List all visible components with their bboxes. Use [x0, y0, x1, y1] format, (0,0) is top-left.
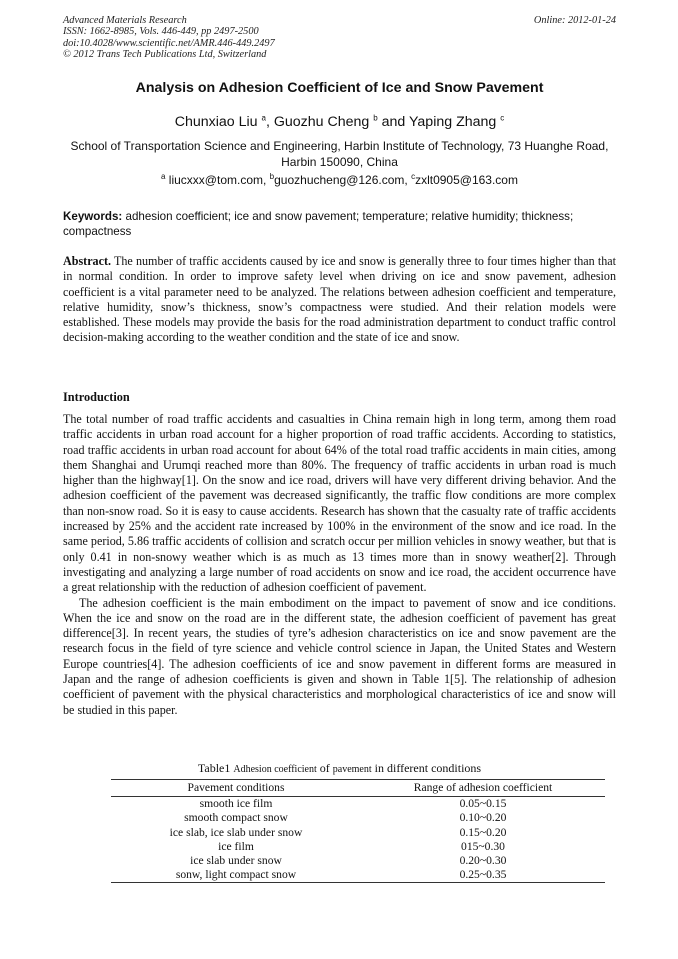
author-2: , Guozhu Cheng [265, 114, 370, 130]
table-cell: 0.15~0.20 [459, 825, 507, 839]
table-caption [63, 761, 616, 776]
caption-label: Table1 [197, 761, 234, 775]
caption-part: in different conditions [371, 761, 482, 775]
email-c: zxlt0905@163.com [415, 173, 518, 187]
table-header-row [111, 780, 605, 797]
table-row [111, 854, 605, 868]
caption-part: of [316, 761, 333, 775]
affiliation: School of Transportation Science and Engineering, Harbin Institute of Technology, 73 Huanghe Road, Harbin 150090, China [70, 139, 609, 169]
email-b-mark: b [269, 172, 275, 181]
author-3-mark: c [500, 113, 505, 123]
intro-paragraph-1: The total number of road traffic accidents and casualties in China remain high in long term, among them road traffic accidents in urban road account for a higher proportion of road traffic accidents. According to statistics, road traffic accidents in urban road account for about 64% of the total road traffic accidents in main cities, among them Shanghai and Urumqi reached more than 80%. The frequency of traffic accidents in urban road is much higher than the highway[1]. On the snow and ice road, drivers will have very different driving behavior. And the adhesion coefficient of the pavement was decreased significantly, the traffic flow conditions are more complex than non-snow road. So it is easy to cause accidents. Research has shown that the casualty rate of traffic accidents increased by 25% and the accident rate increased by 100% in the environment of the snow and ice road. In the same period, 5.86 traffic accidents of collision and scratch occur per million vehicles in snowy weather, but that is only 0.41 in non-snowy weather which is as much as 13 times more than in snowy weather[2]. Through investigating and analyzing a large number of road accidents on snow and ice road, the accident occurrence have a great relationship with the reduction of adhesion coefficient of pavement. [63, 412, 616, 595]
table-cell: 0.05~0.15 [459, 797, 507, 811]
column-header: Range of adhesion coefficient [413, 781, 553, 794]
adhesion-table [111, 779, 605, 883]
table-row [111, 811, 605, 825]
email-b: guozhucheng@126.com, [274, 173, 412, 187]
issn-line: ISSN: 1662-8985, Vols. 446-449, pp 2497-2500 [63, 26, 259, 38]
table-row [111, 868, 605, 883]
doi-line: doi:10.4028/www.scientific.net/AMR.446-449.2497 [63, 37, 275, 49]
table-row [111, 826, 605, 840]
journal-name: Advanced Materials Research [63, 15, 187, 26]
table-cell: ice slab, ice slab under snow [169, 825, 303, 839]
author-list [63, 114, 616, 130]
email-a: liucxxx@tom.com, [165, 173, 270, 187]
copyright-line: © 2012 Trans Tech Publications Ltd, Switzerland [63, 48, 267, 60]
email-c-mark: c [411, 172, 416, 181]
table-cell: 0.25~0.35 [459, 868, 507, 882]
table-cell: sonw, light compact snow [175, 868, 297, 882]
table-row [111, 797, 605, 812]
table-cell: 0.10~0.20 [459, 811, 507, 825]
author-1-mark: a [261, 113, 266, 123]
online-date: Online: 2012-01-24 [533, 15, 616, 26]
table-cell: ice film [218, 839, 254, 853]
caption-part: pavement [332, 764, 372, 775]
table-cell: ice slab under snow [190, 854, 282, 868]
table-cell: smooth ice film [199, 797, 273, 811]
keywords [63, 210, 616, 239]
introduction-heading: Introduction [63, 390, 130, 404]
column-header: Pavement conditions [187, 781, 285, 794]
table-cell: 0.20~0.30 [459, 854, 507, 868]
keywords-label: Keywords: [63, 210, 123, 223]
email-list [63, 173, 616, 187]
intro-paragraph-2: The adhesion coefficient is the main embodiment on the impact to pavement of snow and ice conditions. When the ice and snow on the road are in the different state, the adhesion coefficient of pavement has great difference[3]. In recent years, the studies of tyre’s adhesion characteristics on ice and snow pavement are the research focus in the field of tyre science and vehicle control science in Japan, the United States and Western Europe countries[4]. The adhesion coefficients of ice and snow pavement in different forms are measured in Japan and the range of adhesion coefficients is given and shown in Table 1[5]. The relationship of adhesion coefficient of pavement with the physical characteristics and morphological characteristics of ice and snow will be studied in this paper. [63, 595, 616, 717]
table-cell: 015~0.30 [461, 839, 505, 853]
table-row [111, 840, 605, 854]
abstract [63, 254, 616, 346]
caption-part: Adhesion coefficient [233, 764, 317, 775]
author-1: Chunxiao Liu [174, 114, 258, 130]
abstract-text: The number of traffic accidents caused by ice and snow is generally three to four times higher than that in normal condition. In order to improve safety level when driving on ice and snow pavement, adhesion coefficient is a vital parameter need to be analyzed. The relations between adhesion coefficient and temperature, relative humidity, snow’s thickness, snow’s compactness were studied. And their relation models were established. These models may provide the basis for the road administration department to conduct traffic control decision-making according to the weather condition and the state of ice and snow. [63, 254, 616, 345]
table-cell: smooth compact snow [184, 811, 288, 825]
introduction-body [63, 412, 616, 718]
email-a-mark: a [161, 172, 166, 181]
abstract-label: Abstract. [63, 254, 112, 268]
journal-header [63, 15, 616, 60]
keywords-text: adhesion coefficient; ice and snow pavement; temperature; relative humidity; thickness; compactness [63, 210, 574, 238]
paper-title: Analysis on Adhesion Coefficient of Ice and Snow Pavement [135, 80, 544, 96]
author-3: and Yaping Zhang [377, 114, 497, 130]
author-2-mark: b [373, 113, 378, 123]
